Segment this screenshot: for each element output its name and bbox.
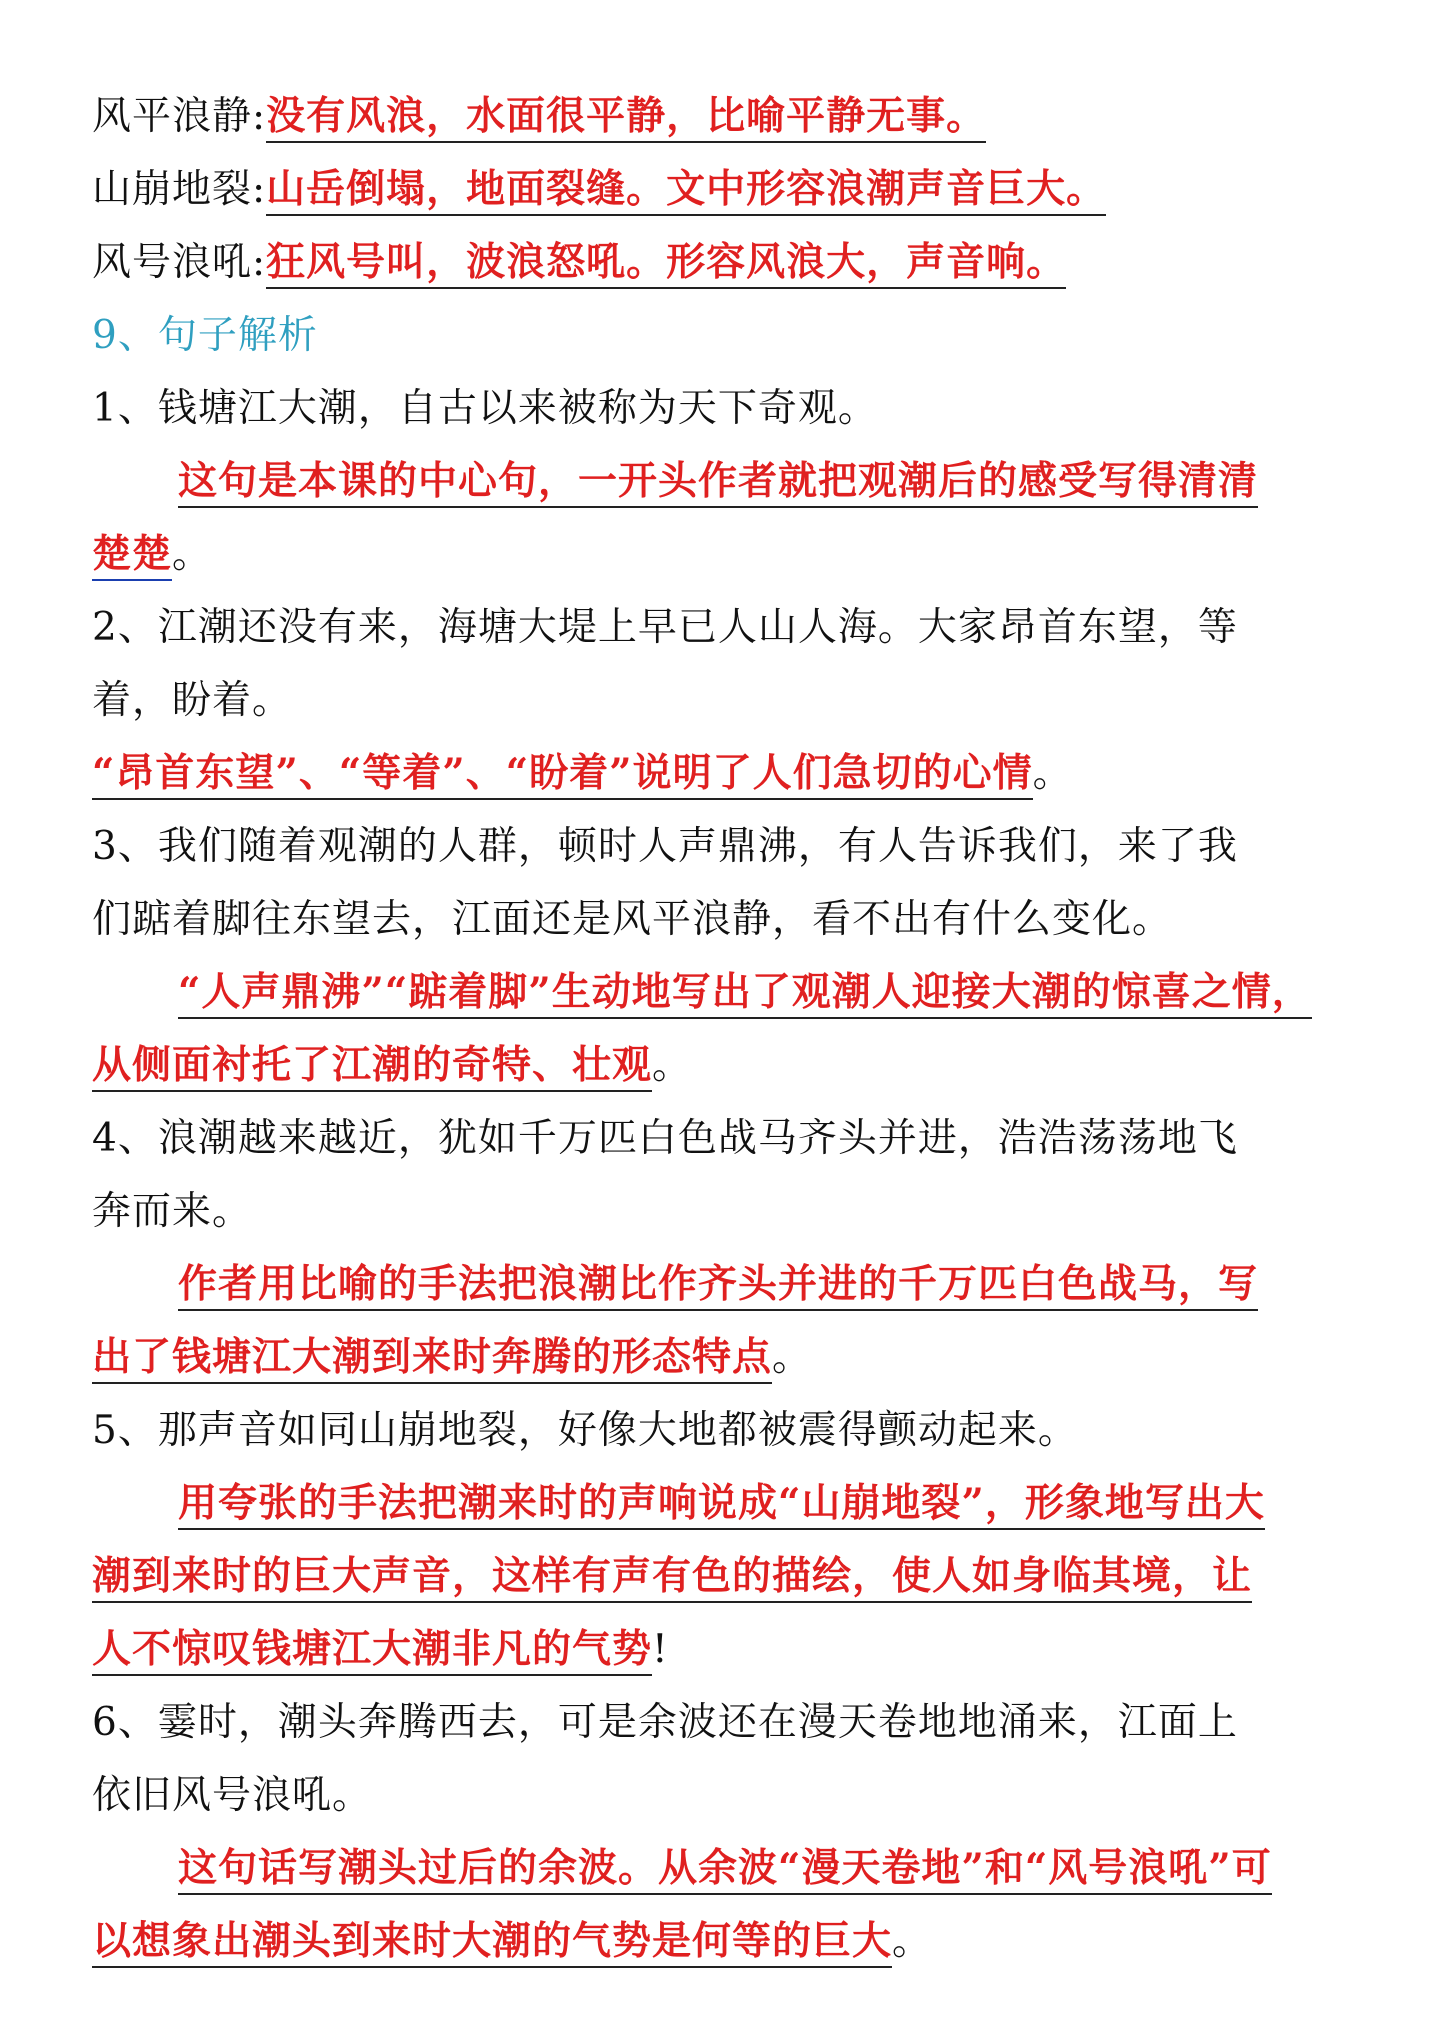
analysis-line	[92, 1540, 1352, 1613]
analysis-line	[92, 1467, 1352, 1540]
sentence-line: 1、钱塘江大潮，自古以来被称为天下奇观。	[92, 386, 878, 431]
analysis-line	[92, 518, 1352, 591]
analysis-line	[92, 445, 1352, 518]
analysis-text: 人不惊叹钱塘江大潮非凡的气势	[92, 1626, 652, 1676]
analysis-text: “昂首东望”、“等着”、“盼着”说明了人们急切的心情	[92, 750, 1033, 800]
analysis-line	[92, 1029, 1352, 1102]
document-page	[92, 80, 1352, 1978]
term-label: 山崩地裂:	[92, 167, 267, 212]
analysis-text: “人声鼎沸”“踮着脚”生动地写出了观潮人迎接大潮的惊喜之情，	[178, 969, 1312, 1019]
analysis-text: 作者用比喻的手法把浪潮比作齐头并进的千万匹白色战马，写	[178, 1261, 1258, 1311]
sentence-line: 着，盼着。	[92, 678, 293, 723]
sentence-line: 3、我们随着观潮的人群，顿时人声鼎沸，有人告诉我们，来了我	[92, 824, 1238, 869]
section-title: 9、句子解析	[92, 313, 318, 358]
analysis-end: !	[652, 1627, 669, 1672]
analysis-line	[92, 1905, 1352, 1978]
sentence-line: 5、那声音如同山崩地裂，好像大地都被震得颤动起来。	[92, 1408, 1078, 1453]
term-label: 风号浪吼:	[92, 240, 267, 285]
analysis-text: 这句话写潮头过后的余波。从余波“漫天卷地”和“风号浪吼”可	[178, 1845, 1272, 1895]
sentence-line: 6、霎时，潮头奔腾西去，可是余波还在漫天卷地地涌来，江面上	[92, 1700, 1238, 1745]
analysis-line	[92, 1248, 1352, 1321]
term-row	[92, 80, 1352, 153]
sentence-line: 奔而来。	[92, 1189, 253, 1234]
analysis-text: 潮到来时的巨大声音，这样有声有色的描绘，使人如身临其境，让	[92, 1553, 1252, 1603]
analysis-text: 从侧面衬托了江潮的奇特、壮观	[92, 1042, 652, 1092]
analysis-end: 。	[1032, 751, 1073, 796]
analysis-text: 出了钱塘江大潮到来时奔腾的形态特点	[92, 1334, 772, 1384]
term-definition: 山岳倒塌，地面裂缝。文中形容浪潮声音巨大。	[266, 166, 1106, 216]
term-label: 风平浪静:	[92, 94, 267, 139]
analysis-line	[92, 956, 1352, 1029]
sentence-line: 2、江潮还没有来，海塘大堤上早已人山人海。大家昂首东望，等	[92, 605, 1238, 650]
analysis-end: 。	[172, 532, 213, 577]
term-definition: 没有风浪，水面很平静，比喻平静无事。	[266, 93, 986, 143]
term-definition: 狂风号叫，波浪怒吼。形容风浪大，声音响。	[266, 239, 1066, 289]
analysis-line	[92, 1832, 1352, 1905]
analysis-end: 。	[652, 1043, 693, 1088]
sentence-line: 依旧风号浪吼。	[92, 1773, 373, 1818]
analysis-line	[92, 737, 1352, 810]
analysis-text: 这句是本课的中心句，一开头作者就把观潮后的感受写得清清	[178, 458, 1258, 508]
sentence-line: 们踮着脚往东望去，江面还是风平浪静，看不出有什么变化。	[92, 897, 1173, 942]
term-row	[92, 226, 1352, 299]
analysis-end: 。	[772, 1335, 813, 1380]
analysis-end: 。	[892, 1919, 933, 1964]
analysis-line	[92, 1321, 1352, 1394]
analysis-text: 楚楚	[92, 531, 172, 581]
sentence-line: 4、浪潮越来越近，犹如千万匹白色战马齐头并进，浩浩荡荡地飞	[92, 1116, 1238, 1161]
analysis-text: 以想象出潮头到来时大潮的气势是何等的巨大	[92, 1918, 892, 1968]
term-row	[92, 153, 1352, 226]
analysis-text: 用夸张的手法把潮来时的声响说成“山崩地裂”，形象地写出大	[178, 1480, 1265, 1530]
analysis-line	[92, 1613, 1352, 1686]
